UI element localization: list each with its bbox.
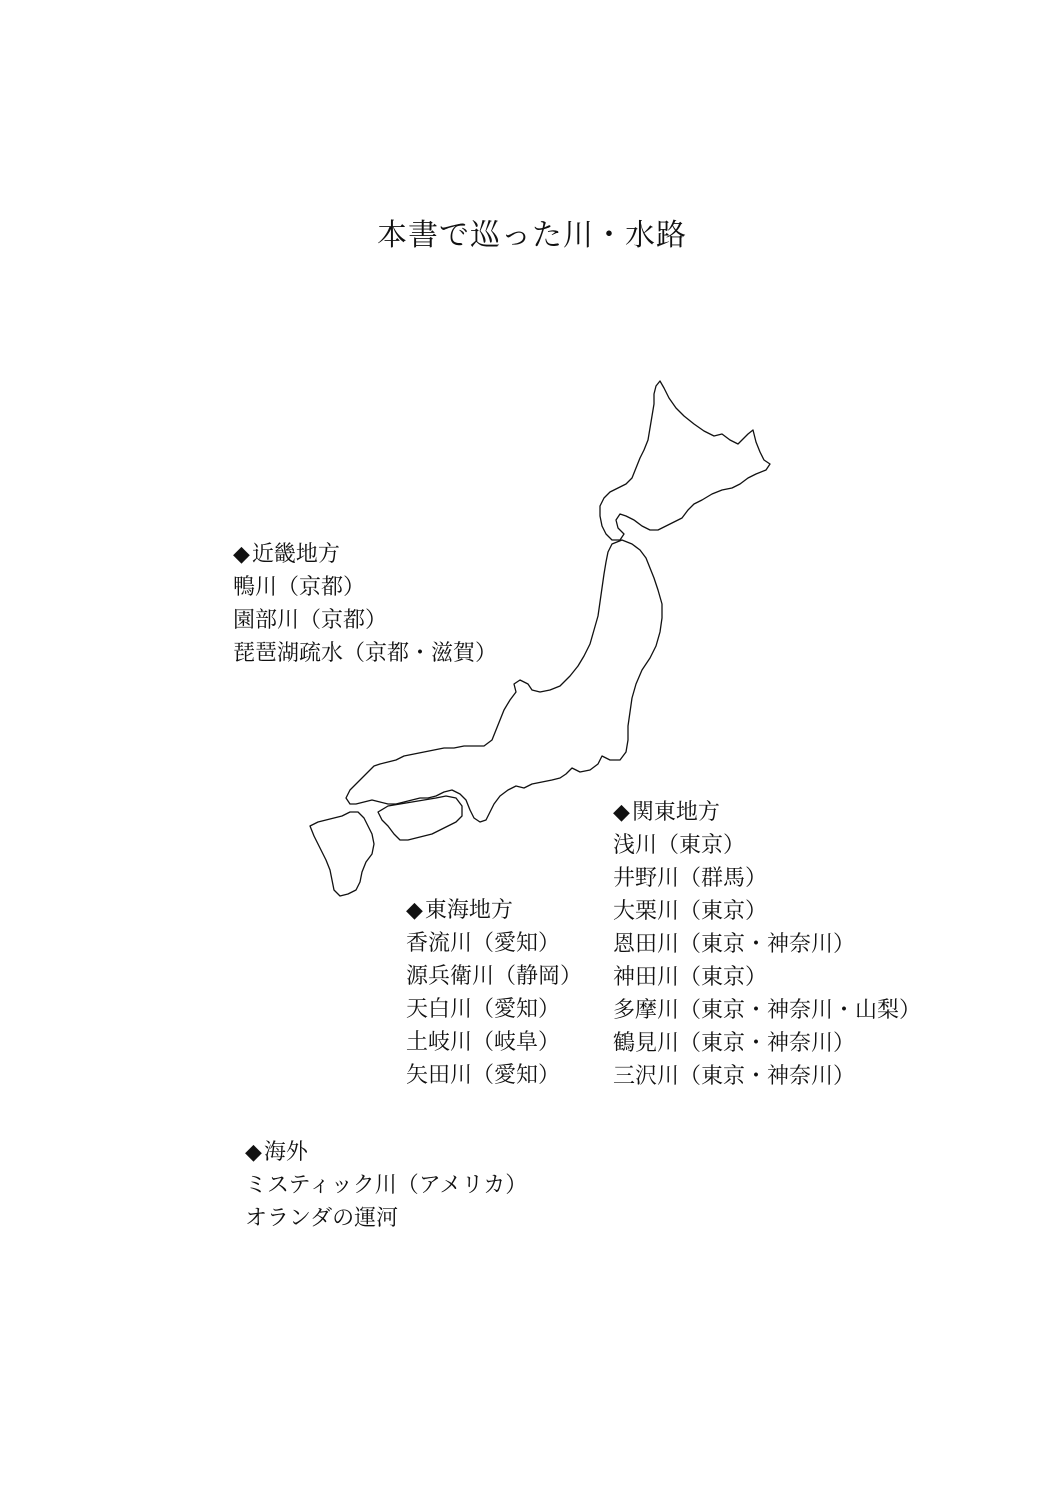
list-item: 神田川（東京） [613,965,768,990]
list-item: 園部川（京都） [233,608,388,633]
kanto-region-list [613,796,921,1093]
list-item: 香流川（愛知） [406,931,561,956]
diamond-bullet-icon: ◆ [613,800,630,825]
list-item: 井野川（群馬） [613,866,768,891]
list-item: 鴨川（京都） [233,575,366,600]
list-item: 土岐川（岐阜） [406,1030,561,1055]
list-item: 鶴見川（東京・神奈川） [613,1031,856,1056]
overseas-heading [245,1136,527,1169]
list-item: ミスティック川（アメリカ） [245,1173,528,1198]
list-item: 天白川（愛知） [406,997,561,1022]
list-item: 大栗川（東京） [613,899,768,924]
tokai-region-list [406,894,582,1092]
diamond-bullet-icon: ◆ [245,1140,262,1165]
kanto-region-heading [613,796,921,829]
heading-text: 近畿地方 [251,542,340,567]
kinki-region-heading [233,538,497,571]
page-title: 本書で巡った川・水路 [377,218,687,253]
heading-text: 東海地方 [424,898,513,923]
list-item: 多摩川（東京・神奈川・山梨） [613,998,922,1023]
list-item: 浅川（東京） [613,833,746,858]
list-item: 恩田川（東京・神奈川） [613,932,856,957]
list-item: オランダの運河 [245,1206,399,1231]
list-item: 琵琶湖疏水（京都・滋賀） [233,641,498,666]
hokkaido-outline [600,381,770,540]
diamond-bullet-icon: ◆ [233,542,250,567]
kyushu-outline [310,812,374,896]
heading-text: 海外 [263,1140,308,1165]
diamond-bullet-icon: ◆ [406,898,423,923]
overseas-list [245,1136,527,1235]
kinki-region-list [233,538,497,670]
heading-text: 関東地方 [631,800,720,825]
list-item: 源兵衛川（静岡） [406,964,583,989]
list-item: 三沢川（東京・神奈川） [613,1064,856,1089]
tokai-region-heading [406,894,582,927]
list-item: 矢田川（愛知） [406,1063,561,1088]
